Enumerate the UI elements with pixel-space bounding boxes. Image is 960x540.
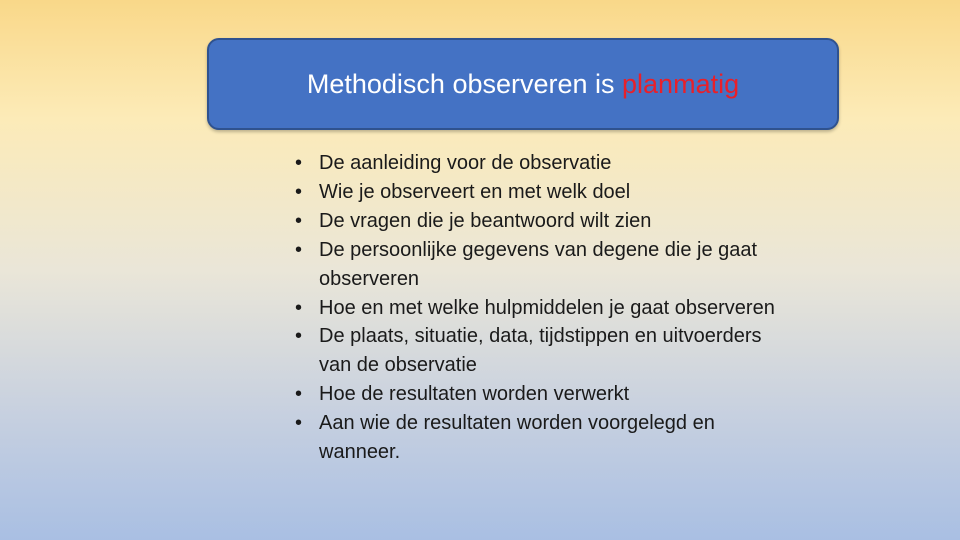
bullet-icon: • xyxy=(295,325,303,348)
bullet-icon: • xyxy=(295,180,303,203)
slide-title xyxy=(307,69,739,100)
bullet-icon: • xyxy=(295,383,303,406)
list-item xyxy=(290,207,790,236)
slide-title-main: Methodisch observeren is xyxy=(306,68,623,99)
list-item-text: Hoe de resultaten worden verwerkt xyxy=(319,383,630,406)
bullet-list xyxy=(290,149,790,467)
list-item xyxy=(290,294,790,323)
list-item xyxy=(290,178,790,207)
bullet-icon: • xyxy=(295,209,303,232)
list-item-text: Hoe en met welke hulpmiddelen je gaat observeren xyxy=(319,296,775,319)
slide-title-accent: planmatig xyxy=(622,68,740,99)
list-item-text: De persoonlijke gegevens van degene die je gaat observeren xyxy=(319,238,758,290)
list-item xyxy=(290,409,790,467)
list-item-text: Aan wie de resultaten worden voorgelegd en wanneer. xyxy=(319,412,715,464)
bullet-icon: • xyxy=(295,296,303,319)
list-item-text: De vragen die je beantwoord wilt zien xyxy=(319,209,652,232)
list-item xyxy=(290,322,790,380)
list-item-text: De plaats, situatie, data, tijdstippen en uitvoerders van de observatie xyxy=(319,325,762,377)
list-item-text: Wie je observeert en met welk doel xyxy=(319,180,631,203)
bullet-icon: • xyxy=(295,152,303,174)
list-item xyxy=(290,149,790,178)
list-item xyxy=(290,380,790,409)
list-item xyxy=(290,236,790,294)
title-box xyxy=(207,38,839,130)
list-item-text: De aanleiding voor de observatie xyxy=(319,152,612,174)
bullet-icon: • xyxy=(295,412,303,435)
bullet-icon: • xyxy=(295,238,303,261)
